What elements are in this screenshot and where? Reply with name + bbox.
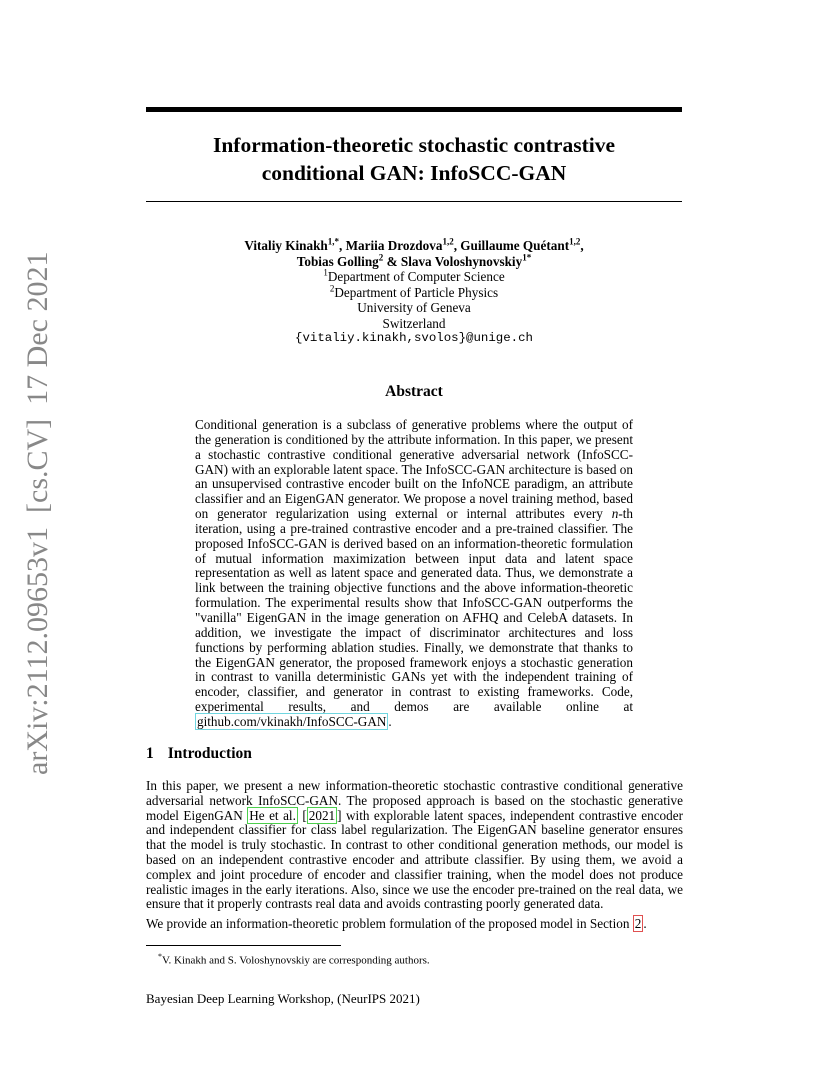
math-n: n xyxy=(611,506,619,522)
title-bottom-rule xyxy=(146,201,682,202)
author-golling: Tobias Golling xyxy=(296,253,379,269)
email: {vitaliy.kinakh,svolos}@unige.ch xyxy=(295,331,533,345)
affiliation-1: $^1$Department of Computer Science xyxy=(323,267,505,284)
author-names-line-1: Vitaliy Kinakh$^{1,*}$, Mariia Drozdova$^{1,2}$, Guillaume Quétant$^{1,2}$, xyxy=(244,236,584,253)
author-quetant: Guillaume Quétant xyxy=(460,238,570,253)
paper-title xyxy=(146,131,682,187)
author-drozdova: Mariia Drozdova xyxy=(345,238,443,253)
citation-he-year[interactable]: 2021 xyxy=(308,807,336,823)
abstract-body: Conditional generation is a subclass of generative problems where the output of the generation is conditioned by the attribute information. In this paper, we present a stochastic contrastive conditional generative adversarial network (InfoSCC-GAN) with an explorable latent space. The InfoSCC-GAN architecture is based on an unsupervised contrastive encoder built on the InfoNCE paradigm, an attribute classifier and an EigenGAN generator. We propose a novel training method, based on generator regularization using external or internal attributes every n-th iteration, using a pre-trained contrastive encoder and a pre-trained classifier. The proposed InfoSCC-GAN is derived based on an information-theoretic formulation of mutual information maximization between input data and latent space representation as well as latent space and generated data. Thus, we demonstrate a link between the training objective functions and the above information-theoretic formulation. The experimental results show that InfoSCC-GAN outperforms the "vanilla" EigenGAN in the image generation on AFHQ and CelebA datasets. In addition, we investigate the impact of discriminator architectures and loss functions by performing ablation studies. Finally, we demonstrate that thanks to the EigenGAN generator, the proposed framework enjoys a stochastic generation in contrast to vanilla deterministic GANs yet with the independent training of encoder, classifier, and generator in contrast to existing frameworks. Code, experimental results, and demos are available online at github.com/vkinakh/InfoSCC-GAN . xyxy=(195,417,633,729)
arxiv-category: [cs.CV] xyxy=(21,418,54,513)
github-link[interactable]: github.com/vkinakh/InfoSCC-GAN xyxy=(197,713,387,729)
footnote-rule xyxy=(146,945,341,946)
title-top-rule xyxy=(146,107,682,112)
citation-he-author[interactable]: He et al. xyxy=(249,807,296,823)
section-2-link[interactable]: 2 xyxy=(634,916,642,932)
intro-paragraph-2: We provide an information-theoretic problem formulation of the proposed model in Section 2 . xyxy=(146,916,647,932)
arxiv-side-stamp xyxy=(21,251,54,775)
footnote: *V. Kinakh and S. Voloshynovskiy are corresponding authors. xyxy=(158,952,430,967)
arxiv-date: 17 Dec 2021 xyxy=(21,251,54,405)
arxiv-id: arXiv:2112.09653v1 xyxy=(21,526,54,775)
affiliation-2: $^2$Department of Particle Physics xyxy=(329,283,499,300)
title-line-2: conditional GAN: InfoSCC-GAN xyxy=(261,161,567,185)
section-heading-introduction xyxy=(146,745,252,763)
author-kinakh: Vitaliy Kinakh xyxy=(244,238,328,253)
title-line-1: Information-theoretic stochastic contrastive xyxy=(212,133,616,157)
section-number: 1 xyxy=(146,745,154,762)
author-block xyxy=(146,238,682,347)
section-title: Introduction xyxy=(167,745,252,762)
author-names-line-2: Tobias Golling$^2$ & Slava Voloshynovskiy$^{1*}$ xyxy=(296,252,532,269)
abstract-heading: Abstract xyxy=(385,383,443,400)
country: Switzerland xyxy=(382,315,446,331)
author-voloshynovskiy: Slava Voloshynovskiy xyxy=(400,253,523,269)
introduction-body xyxy=(146,779,683,937)
venue-footer: Bayesian Deep Learning Workshop, (NeurIPS 2021) xyxy=(146,991,420,1006)
university: University of Geneva xyxy=(357,300,471,315)
intro-paragraph-1: In this paper, we present a new information-theoretic stochastic contrastive conditional generative adversarial network InfoSCC-GAN. The proposed approach is based on the stochastic generative model EigenGAN He et al. [ 2021 ] with explorable latent spaces, independent contrastive encoder and independent classifier for class label regularization. The EigenGAN baseline generator ensures that the model is truly stochastic. In contrast to other conditional generation methods, our model is based on an independent contrastive encoder and attribute classifier. By using them, we avoid a complex and joint procedure of encoder and classifier training, when the model does not produce realistic images in the early iterations. Also, since we use the encoder pre-trained on the real data, we ensure that it properly contrasts real data and avoids contrasting poorly generated data. xyxy=(146,778,683,912)
